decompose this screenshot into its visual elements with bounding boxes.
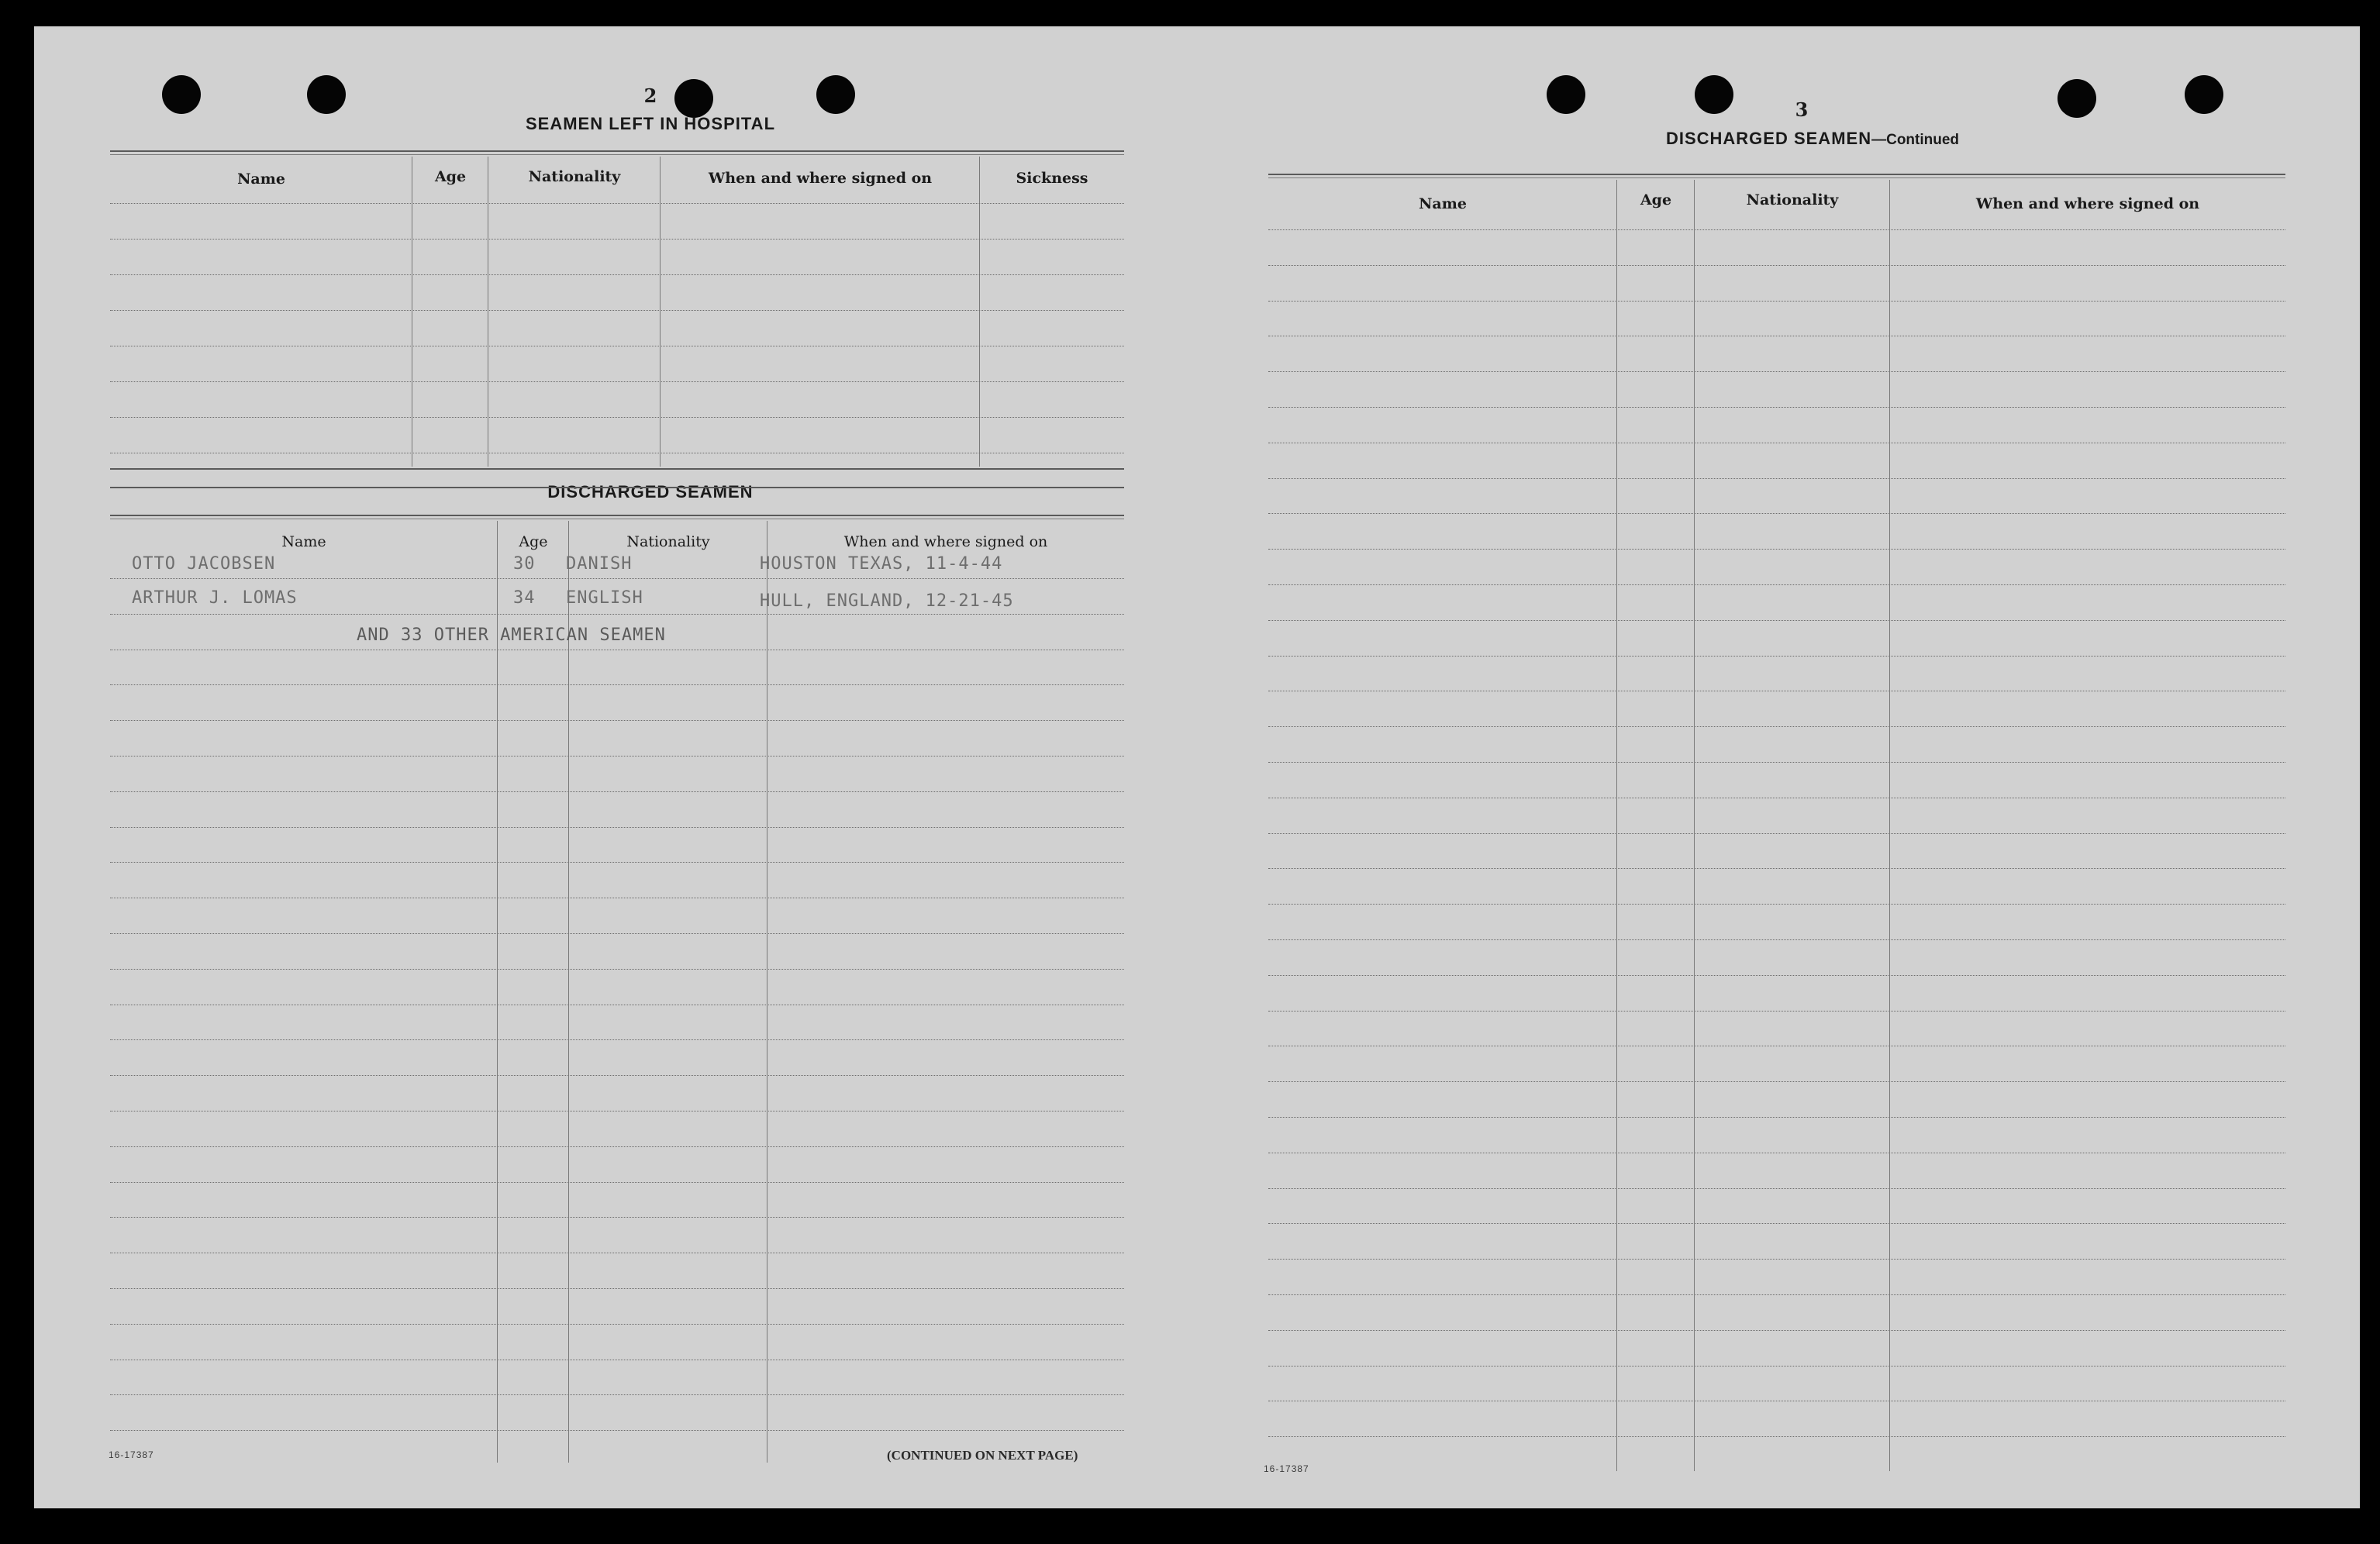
row-line — [1268, 620, 2285, 621]
table-top-rule — [1268, 174, 2285, 175]
table-note: AND 33 OTHER AMERICAN SEAMEN — [357, 626, 666, 645]
form-number: 16-17387 — [1264, 1463, 1309, 1474]
row-line — [1268, 265, 2285, 266]
row-line — [110, 1394, 1124, 1395]
punch-hole — [307, 75, 346, 114]
row-line — [110, 614, 1124, 615]
row-line — [110, 1182, 1124, 1183]
col-header-nationality: Nationality — [1746, 191, 1839, 209]
row-line — [1268, 584, 2285, 585]
column-divider — [1889, 180, 1890, 1471]
row-line — [110, 1430, 1124, 1431]
col-header-name: Name — [237, 171, 285, 188]
table-cell-name: ARTHUR J. LOMAS — [132, 588, 298, 608]
table-cell-age: 30 — [513, 554, 536, 574]
punch-hole — [2057, 79, 2096, 118]
table-top-rule — [110, 150, 1124, 152]
row-line — [1268, 904, 2285, 905]
row-line — [1268, 975, 2285, 976]
punch-hole — [1695, 75, 1733, 114]
table-cell-age: 34 — [513, 588, 536, 608]
section-divider — [110, 468, 1124, 470]
punch-hole — [162, 75, 201, 114]
continued-note: (CONTINUED ON NEXT PAGE) — [887, 1448, 1078, 1463]
col-header-name: Name — [1419, 195, 1467, 212]
table-cell-nationality: DANISH — [566, 554, 633, 574]
table-cell-name: OTTO JACOBSEN — [132, 554, 276, 574]
column-divider — [1616, 180, 1617, 1471]
col-header-sickness: Sickness — [1016, 170, 1088, 187]
row-line — [110, 578, 1124, 579]
row-line — [1268, 229, 2285, 230]
row-line — [110, 1039, 1124, 1040]
col-header-nationality: Nationality — [626, 533, 710, 550]
ledger-sheet — [34, 26, 2360, 1508]
row-line — [1268, 1223, 2285, 1224]
row-line — [110, 827, 1124, 828]
table-cell-signed-on: HULL, ENGLAND, 12-21-45 — [760, 591, 1014, 611]
punch-hole — [2185, 75, 2223, 114]
row-line — [110, 274, 1124, 275]
row-line — [110, 791, 1124, 792]
table-cell-nationality: ENGLISH — [566, 588, 643, 608]
row-line — [1268, 868, 2285, 869]
col-header-age: Age — [1640, 191, 1672, 209]
page-number: 3 — [1795, 98, 1809, 121]
row-line — [1268, 833, 2285, 834]
row-line — [1268, 549, 2285, 550]
column-divider — [1694, 180, 1695, 1471]
title-text: DISCHARGED SEAMEN — [1665, 129, 1872, 148]
row-line — [110, 933, 1124, 934]
row-line — [110, 239, 1124, 240]
row-line — [1268, 1188, 2285, 1189]
punch-hole — [1547, 75, 1585, 114]
row-line — [1268, 1081, 2285, 1082]
row-line — [110, 203, 1124, 204]
title-suffix: —Continued — [1871, 132, 1960, 148]
row-line — [110, 720, 1124, 721]
row-line — [1268, 726, 2285, 727]
column-divider — [497, 521, 498, 1463]
column-divider — [568, 521, 569, 1463]
row-line — [1268, 1259, 2285, 1260]
row-line — [1268, 1366, 2285, 1367]
table-cell-signed-on: HOUSTON TEXAS, 11-4-44 — [760, 554, 1003, 574]
row-line — [1268, 407, 2285, 408]
col-header-signed-on: When and where signed on — [843, 533, 1048, 550]
discharged-continued-title — [1541, 129, 2084, 149]
row-line — [1268, 513, 2285, 514]
table-top-rule — [1268, 177, 2285, 178]
punch-hole — [816, 75, 855, 114]
row-line — [1268, 1117, 2285, 1118]
row-line — [1268, 478, 2285, 479]
row-line — [1268, 1330, 2285, 1331]
row-line — [1268, 939, 2285, 940]
row-line — [1268, 656, 2285, 657]
row-line — [110, 684, 1124, 685]
table-top-rule — [110, 487, 1124, 488]
row-line — [110, 969, 1124, 970]
discharged-section-title: DISCHARGED SEAMEN — [547, 482, 754, 501]
col-header-age: Age — [434, 168, 467, 185]
row-line — [1268, 301, 2285, 302]
row-line — [1268, 1294, 2285, 1295]
hospital-section-title: SEAMEN LEFT IN HOSPITAL — [525, 114, 776, 133]
row-line — [110, 1324, 1124, 1325]
row-line — [1268, 762, 2285, 763]
row-line — [110, 310, 1124, 311]
col-header-age: Age — [519, 533, 548, 550]
col-header-signed-on: When and where signed on — [1975, 195, 2200, 212]
col-header-signed-on: When and where signed on — [708, 170, 933, 187]
col-header-name: Name — [281, 533, 326, 550]
form-number: 16-17387 — [109, 1449, 154, 1460]
row-line — [110, 417, 1124, 418]
col-header-nationality: Nationality — [528, 168, 621, 185]
table-top-rule — [110, 154, 1124, 155]
row-line — [110, 1288, 1124, 1289]
row-line — [1268, 1436, 2285, 1437]
row-line — [110, 1075, 1124, 1076]
row-line — [110, 1217, 1124, 1218]
row-line — [110, 381, 1124, 382]
row-line — [110, 862, 1124, 863]
page-number: 2 — [643, 84, 657, 107]
row-line — [110, 1146, 1124, 1147]
table-top-rule — [110, 515, 1124, 516]
row-line — [1268, 371, 2285, 372]
row-line — [1268, 1011, 2285, 1012]
